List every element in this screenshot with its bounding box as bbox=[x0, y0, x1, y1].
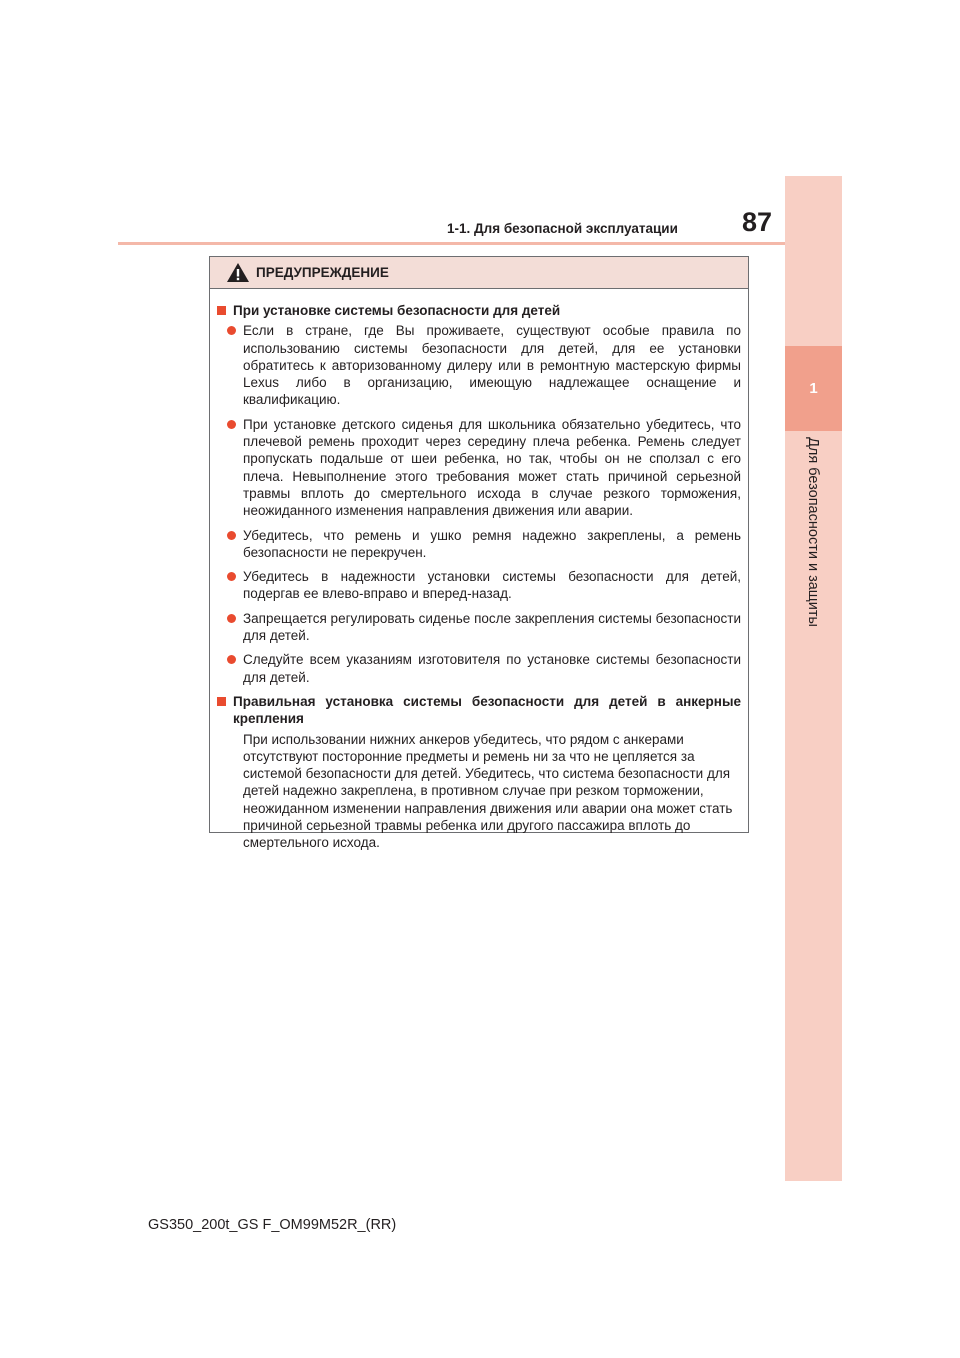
list-item-text: Если в стране, где Вы проживаете, существуют особые правила по использованию системы безопасности для детей, для ее установки обратитесь к авторизованному дилеру или в ремонтную мастерскую фирмы Lexus либо в организацию, имеющую надлежащее оснащение и квалификацию. bbox=[243, 323, 741, 408]
list-item-text: Следуйте всем указаниям изготовителя по установке системы безопасности для детей. bbox=[243, 652, 741, 685]
list-item bbox=[227, 651, 741, 686]
list-item bbox=[227, 610, 741, 645]
circle-bullet-icon bbox=[227, 531, 236, 540]
circle-bullet-icon bbox=[227, 572, 236, 581]
section-heading-text: Правильная установка системы безопасности для детей в анкерные крепления bbox=[233, 693, 741, 727]
paragraph bbox=[243, 731, 741, 852]
section-heading-child-seat-install bbox=[217, 302, 741, 319]
page-number: 87 bbox=[742, 207, 773, 237]
list-item-text: Убедитесь в надежности установки системы безопасности для детей, подергав ее влево-вправо и вперед-назад. bbox=[243, 569, 741, 602]
circle-bullet-icon bbox=[227, 420, 236, 429]
circle-bullet-icon bbox=[227, 655, 236, 664]
list-item bbox=[227, 416, 741, 520]
section-heading-anchor-install bbox=[217, 693, 741, 728]
header-divider bbox=[118, 242, 785, 245]
list-item-text: Убедитесь, что ремень и ушко ремня надежно закреплены, а ремень безопасности не перекручен. bbox=[243, 527, 741, 560]
circle-bullet-icon bbox=[227, 326, 236, 335]
warning-triangle-icon bbox=[226, 262, 250, 283]
list-item bbox=[227, 527, 741, 562]
chapter-side-tab bbox=[785, 176, 842, 1181]
section-heading-text: При установке системы безопасности для детей bbox=[233, 303, 561, 318]
list-item bbox=[227, 322, 741, 408]
circle-bullet-icon bbox=[227, 614, 236, 623]
warning-title: ПРЕДУПРЕЖДЕНИЕ bbox=[256, 265, 389, 280]
list-item-text: Запрещается регулировать сиденье после закрепления системы безопасности для детей. bbox=[243, 610, 741, 644]
paragraph-text: При использовании нижних анкеров убедитесь, что рядом с анкерами отсутствуют посторонние предметы и ремень ни за что не цепляется за системой безопасности для детей. Убедитесь, что система безопасности для детей надежно закреплена, в противном случае при резком торможении, неожиданном изменении направления движения или аварии она может стать причиной серьезной травмы ребенка или другого пассажира вплоть до смертельного исхода. bbox=[243, 731, 733, 851]
warning-box bbox=[209, 256, 749, 851]
document-code: GS350_200t_GS F_OM99M52R_(RR) bbox=[148, 1217, 397, 1233]
warning-header bbox=[210, 257, 748, 289]
chapter-number-tab bbox=[785, 346, 842, 431]
square-bullet-icon bbox=[217, 306, 226, 315]
section-title: 1-1. Для безопасной эксплуатации bbox=[447, 221, 678, 236]
chapter-title: Для безопасности и защиты bbox=[805, 437, 821, 627]
list-item-text: При установке детского сиденья для школьника обязательно убедитесь, что плечевой ремень проходит через середину плеча ребенка. Ремень следует пропускать подальше от шеи ребенка, но так, чтобы он не сползал с его плеча. Невыполнение этого требования может стать причиной серьезной травмы вплоть до смертельного исхода в случае резкого торможения, неожиданного изменения направления движения или аварии. bbox=[243, 416, 741, 519]
square-bullet-icon bbox=[217, 697, 226, 706]
chapter-number: 1 bbox=[809, 380, 818, 397]
warning-body bbox=[210, 289, 748, 852]
list-item bbox=[227, 568, 741, 603]
